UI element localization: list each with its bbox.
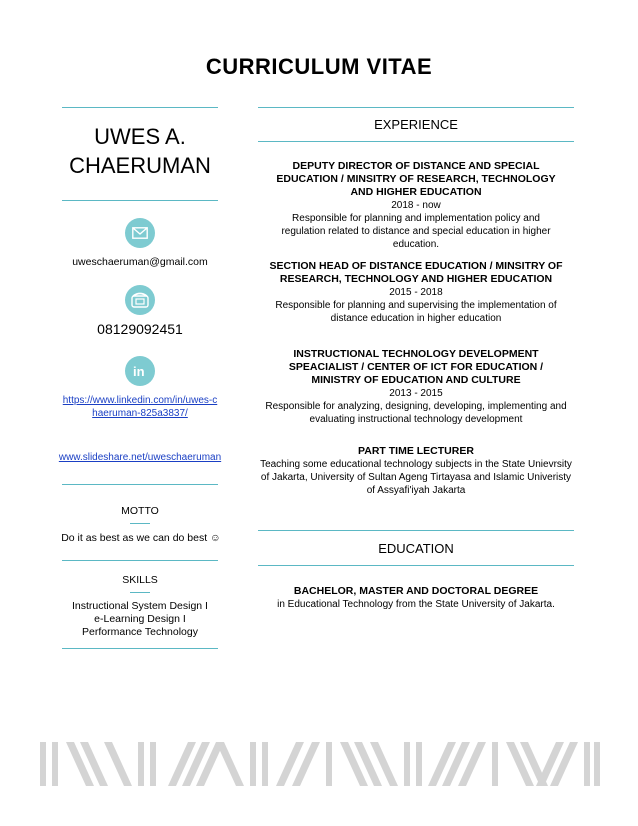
job-entry-1: [258, 160, 574, 251]
job-description: Responsible for planning and supervising the implementation of distance education in higher education: [275, 300, 557, 324]
degree-description: in Educational Technology from the State University of Jakarta.: [277, 599, 555, 610]
job-title: PART TIME LECTURER: [358, 445, 474, 457]
profile-name: [50, 122, 230, 180]
email-link[interactable]: uweschaeruman@gmail.com: [72, 256, 208, 268]
left-divider-motto: [62, 560, 218, 561]
footer-stripe-pattern: [40, 742, 600, 786]
phone-number: 08129092451: [97, 321, 183, 337]
degree-title: BACHELOR, MASTER AND DOCTORAL DEGREE: [293, 585, 539, 597]
motto-heading: MOTTO: [121, 505, 159, 517]
job-title: DEPUTY DIRECTOR OF DISTANCE AND SPECIAL EDUCATION / MINSITRY OF RESEARCH, TECHNOLOGY AND HIGHER EDUCATION: [276, 160, 556, 198]
email-icon: [125, 218, 155, 248]
name-line-1: UWES A.: [94, 124, 186, 149]
slideshare-link[interactable]: www.slideshare.net/uweschaeruman: [58, 452, 222, 463]
job-period: 2015 - 2018: [389, 287, 443, 298]
exp-rule-top: [258, 107, 574, 108]
edu-rule-top: [258, 530, 574, 531]
motto-text: Do it as best as we can do best ☺: [61, 532, 221, 544]
name-line-2: CHAERUMAN: [69, 153, 211, 178]
skills-text: Instructional System Design I e-Learning Design I Performance Technology: [72, 600, 208, 638]
job-description: Responsible for analyzing, designing, developing, implementing and evaluating instructional technology development: [265, 401, 567, 425]
linkedin-icon: [125, 356, 155, 386]
skills-heading: SKILLS: [122, 574, 158, 586]
motto-underline: [130, 523, 150, 524]
exp-rule-bottom: [258, 141, 574, 142]
education-heading: EDUCATION: [378, 541, 454, 556]
experience-heading: EXPERIENCE: [374, 117, 458, 132]
job-period: 2018 - now: [391, 200, 441, 211]
education-entry: [258, 585, 574, 611]
job-description: Teaching some educational technology subjects in the State Unievrsity of Jakarta, University of Sultan Ageng Tirtayasa and Islamic Univeristy of Assyafi'iyah Jakarta: [260, 459, 572, 496]
job-entry-4: [258, 445, 574, 497]
phone-icon: [125, 285, 155, 315]
edu-rule-bottom: [258, 565, 574, 566]
job-period: 2013 - 2015: [389, 388, 443, 399]
left-divider-contact: [62, 484, 218, 485]
job-description: Responsible for planning and implementation policy and regulation related to distance and special education in higher education.: [281, 213, 551, 250]
skills-underline: [130, 592, 150, 593]
job-entry-3: [258, 348, 574, 426]
left-divider-name: [62, 200, 218, 201]
job-title: SECTION HEAD OF DISTANCE EDUCATION / MINSITRY OF RESEARCH, TECHNOLOGY AND HIGHER EDUCATION: [269, 260, 563, 285]
cv-title: CURRICULUM VITAE: [205, 54, 433, 79]
job-title: INSTRUCTIONAL TECHNOLOGY DEVELOPMENT SPEACIALIST / CENTER OF ICT FOR EDUCATION / MINISTRY OF EDUCATION AND CULTURE: [288, 348, 544, 386]
left-divider-top: [62, 107, 218, 108]
left-divider-skills: [62, 648, 218, 649]
linkedin-link[interactable]: https://www.linkedin.com/in/uwes-chaeruman-825a3837/: [62, 395, 218, 419]
svg-text:in: in: [133, 364, 145, 378]
job-entry-2: [258, 260, 574, 325]
